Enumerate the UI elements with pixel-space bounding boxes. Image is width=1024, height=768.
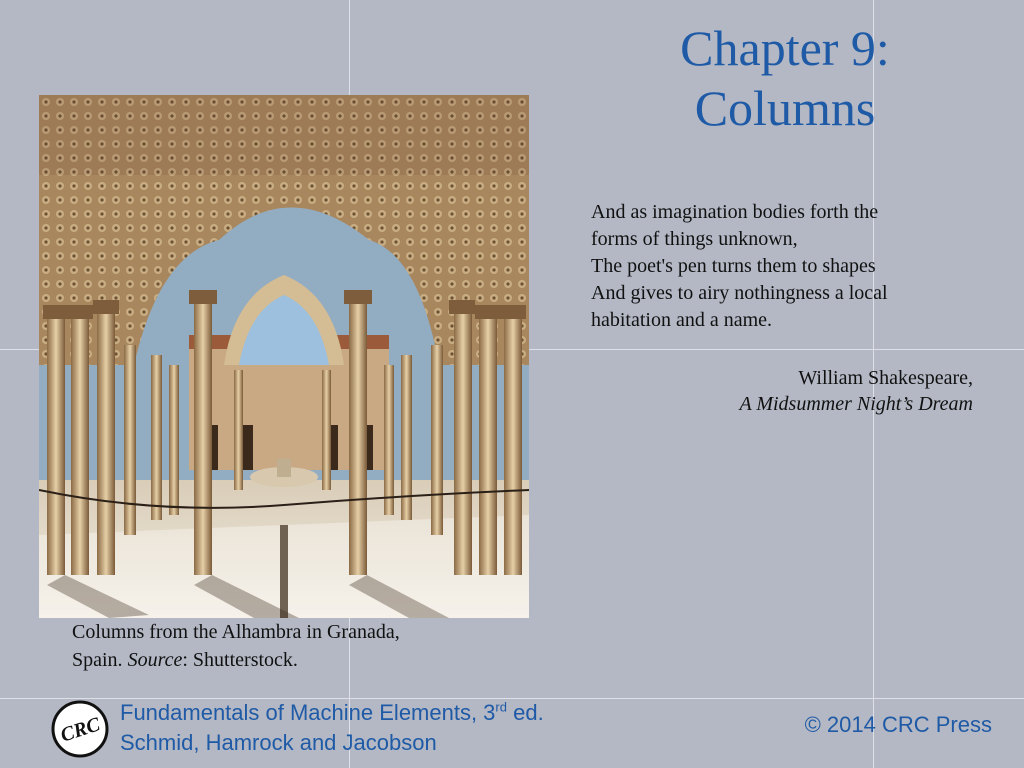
photo-caption <box>72 618 532 674</box>
book-title-text: Fundamentals of Machine Elements, 3 <box>120 700 496 725</box>
caption-source-label: Source <box>127 649 183 671</box>
shakespeare-quote <box>591 199 981 334</box>
book-reference <box>120 698 544 758</box>
copyright-notice: © 2014 CRC Press <box>804 712 992 737</box>
quote-author: William Shakespeare, <box>798 367 973 389</box>
slide-title <box>620 18 950 138</box>
crc-logo-text: CRC <box>57 713 103 747</box>
caption-source-value: : Shutterstock. <box>182 649 298 671</box>
quote-line: The poet's pen turns them to shapes <box>591 255 876 277</box>
quote-line: And as imagination bodies forth the <box>591 201 879 223</box>
caption-line-2 <box>72 646 532 674</box>
caption-line-1: Columns from the Alhambra in Granada, <box>72 621 400 643</box>
book-authors: Schmid, Hamrock and Jacobson <box>120 730 437 755</box>
caption-prefix: Spain. <box>72 649 128 671</box>
book-title <box>120 698 544 728</box>
title-line-1: Chapter 9: <box>680 20 890 76</box>
quote-work: A Midsummer Night’s Dream <box>739 393 973 415</box>
quote-line: forms of things unknown, <box>591 228 798 250</box>
edition-suffix: ed. <box>506 700 544 725</box>
crc-logo <box>51 700 109 758</box>
quote-line: And gives to airy nothingness a local <box>591 282 888 304</box>
quote-attribution <box>739 365 973 417</box>
quote-line: habitation and a name. <box>591 309 773 331</box>
alhambra-columns-photo <box>39 95 529 618</box>
title-line-2: Columns <box>694 80 876 136</box>
edition-superscript: rd <box>495 699 507 715</box>
